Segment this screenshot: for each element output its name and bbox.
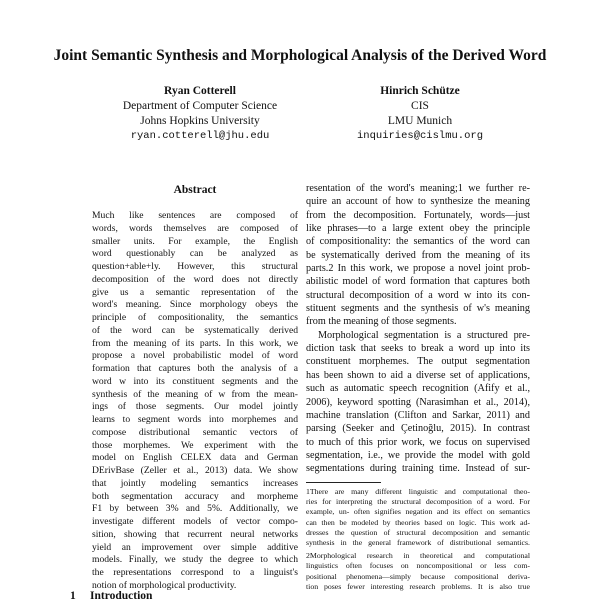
footnote-line: ries for interpreting the structural decomposition of a word. For [306,497,530,507]
text-line: structural decomposition of a word w into its con- [306,289,530,301]
text-line: decomposition of the word does not directly [92,273,298,285]
text-line: principle of compositionality, the semantics [92,312,298,323]
author-email: ryan.cotterell@jhu.edu [130,130,270,142]
text-line: resentation of the word's meaning;1 we further re- [306,183,530,194]
footnote-line: 1There are many different linguistic and computational theo- [306,487,530,496]
footnote-line: can then be modeled by theories based on logic. This work ad- [306,517,530,527]
text-line: of compositionality: the semantics of the word can [306,236,530,248]
footnote-line: 2Morphological research in theoretical and computational [306,551,530,561]
text-line: the representations correspond to a linguist's [92,567,298,578]
text-line: Morphological segmentation is a structured pre- [318,329,530,341]
author-email: inquiries@cislmu.org [356,130,484,142]
footnote-divider [306,482,381,483]
text-line: notion of morphological productivity. [92,579,237,591]
text-line: formation that captures both the analysis of a [92,363,298,374]
text-line: that jointly modeling semantics increases [92,477,298,489]
text-line: word's meaning. Since morphology obeys the [92,299,298,311]
text-line: Much like sentences are composed of [92,210,298,221]
text-line: parts.2 In this work, we propose a novel joint prob- [306,263,530,275]
text-line: those morphemes. We experiment with the [92,439,298,451]
text-line: to much of this prior work, we focus on supervised [306,436,530,448]
text-line: propose a novel probabilistic model of word [92,350,298,362]
text-line: question+able+ly. However, this structural [92,261,298,272]
footnotes [306,487,530,592]
text-line: from the meaning of those segments. [306,316,457,328]
text-line: model on English CELEX data and German [92,452,298,464]
text-line: compose distributional semantic vectors of [92,426,298,438]
section-title: Introduction [90,590,153,600]
author-institution: LMU Munich [387,115,453,127]
text-line: be systematically derived from the meaning of its [306,249,530,261]
paper-title: Joint Semantic Synthesis and Morphological Analysis of the Derived Word [53,47,547,64]
text-line: words, words themselves are composed of [92,222,298,234]
text-line: parsing (Seeker and Çetinoğlu, 2015). In contrast [306,423,530,435]
text-line: like phrases—to a large extent obey the principle [306,223,530,235]
text-line: abilistic model of word formation that captures both [306,276,530,288]
footnote-line: synthesis in the general framework of distributional semantics. [306,537,530,547]
text-line: such as automatic speech recognition (Afify et al., [306,383,530,395]
author-name: Ryan Cotterell [164,85,236,97]
text-line: learns to segment words into morphemes and [92,414,298,425]
footnote-line: tion poses fewer interesting research problems. It is also true [306,581,530,591]
author-department: CIS [411,100,429,112]
text-line: of the word can be systematically derived [92,324,298,336]
footnote-line: positional phenomena—simply because compositional deriva- [306,571,530,581]
text-line: word questionably can be analyzed as [92,248,298,260]
text-line: from the decomposition. Fortunately, words—just [306,209,530,221]
text-line: give us a semantic representation of the [92,286,298,298]
text-line: ings of those segments. Our model jointly [92,401,298,413]
text-line: F1 by between 3% and 5%. Additionally, we [92,503,298,515]
text-line: models. Finally, we study the degree to which [92,554,298,566]
text-line: word w into its constituent segments and the [92,375,298,387]
intro-body-text [306,182,530,476]
author-institution: Johns Hopkins University [140,115,260,127]
text-line: 2006), keyword spotting (Narasimhan et al., 2014), [306,396,530,408]
text-line: investigate different models of vector compo- [92,516,298,527]
text-line: from the meaning of its parts. In this work, we [92,337,298,349]
text-line: sition, showing that recurrent neural networks [92,528,298,540]
author-name: Hinrich Schütze [380,85,460,97]
footnote-line: example, un- often signifies negation and its effect on semantics [306,507,530,517]
author-block-2 [305,84,535,144]
text-line: quire an account of how to synthesize the meaning [306,196,530,208]
text-line: DErivBase (Zeller et al., 2013) data. We show [92,465,298,476]
text-line: machine translation (Clifton and Sarkar, 2011) and [306,409,530,421]
text-line: diction task that seeks to break a word up into its [306,343,530,355]
text-line: yield an improvement over simple additive [92,541,298,553]
footnote-line: dresses the question of structural decomposition and semantic [306,527,530,537]
text-line: constituent morphemes. The output segmentation [306,356,530,368]
footnote-line: linguistics often focuses on noncompositional or less com- [306,561,530,571]
text-line: both segmentation accuracy and morpheme [92,490,298,502]
text-line: segmentations during training time. Instead of sur- [306,463,530,475]
text-line: stituent segments and the synthesis of w's meaning [306,303,530,315]
text-line: has been shown to aid a diverse set of applications, [306,369,530,381]
text-line: synthesis of the meaning of w from the mean- [92,388,298,400]
author-block-1 [85,84,315,144]
text-line: smaller units. For example, the English [92,235,298,247]
author-department: Department of Computer Science [122,100,278,112]
section-number: 1 [70,590,76,600]
abstract-body [92,210,298,593]
section-heading [70,590,152,600]
abstract-heading: Abstract [173,184,217,196]
text-line: segmentation, i.e., we provide the model with gold [306,449,530,461]
